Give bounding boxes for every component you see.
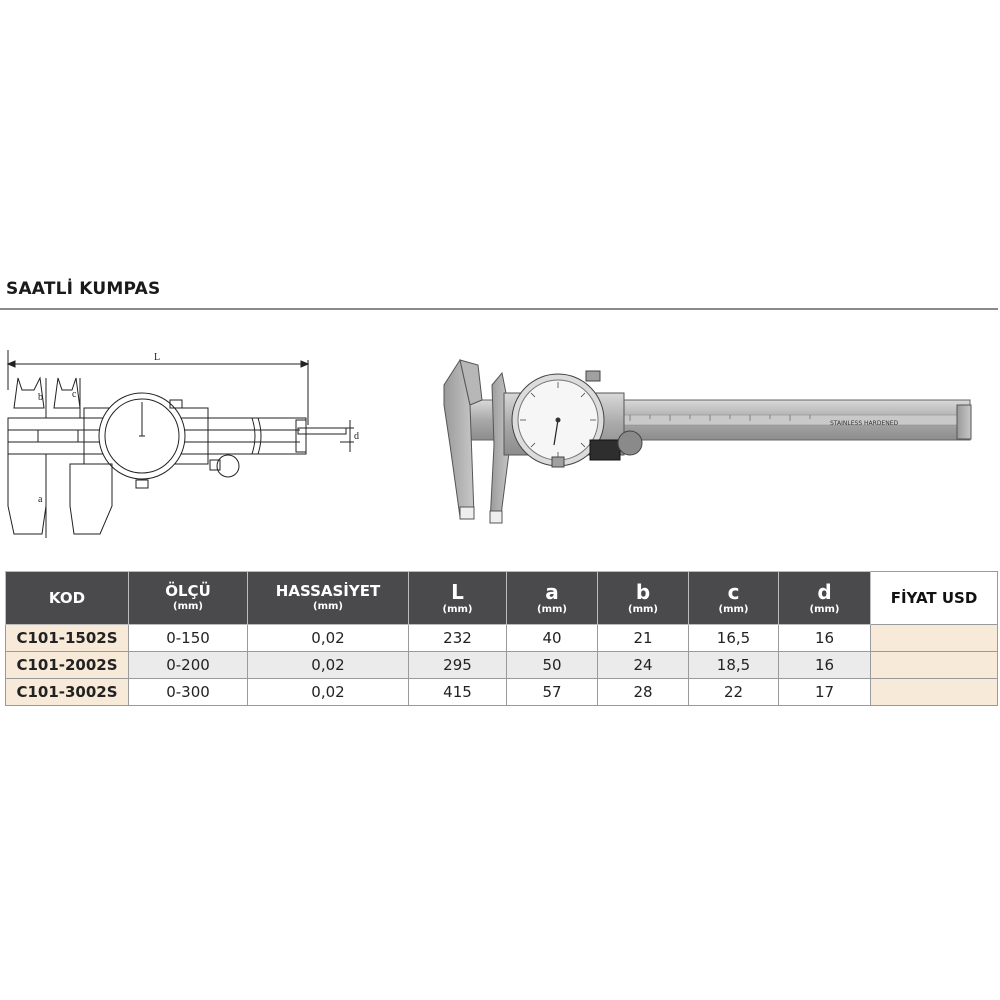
cell-kod: C101-3002S (6, 679, 129, 706)
scale-marking: STAINLESS HARDENED (830, 420, 899, 427)
header-olcu: ÖLÇÜ (mm) (129, 572, 248, 625)
cell-L: 232 (409, 625, 507, 652)
cell-d: 17 (779, 679, 871, 706)
cell-c: 18,5 (689, 652, 779, 679)
title-divider (0, 308, 998, 310)
page-title: SAATLİ KUMPAS (6, 279, 161, 299)
cell-L: 295 (409, 652, 507, 679)
header-b: b (mm) (598, 572, 689, 625)
header-L: L (mm) (409, 572, 507, 625)
cell-kod: C101-2002S (6, 652, 129, 679)
caliper-technical-drawing (0, 330, 370, 550)
cell-a: 57 (507, 679, 598, 706)
cell-b: 21 (598, 625, 689, 652)
cell-d: 16 (779, 652, 871, 679)
cell-b: 24 (598, 652, 689, 679)
cell-a: 50 (507, 652, 598, 679)
header-a: a (mm) (507, 572, 598, 625)
dim-label-b: b (38, 392, 43, 403)
table-row (6, 679, 998, 706)
cell-kod: C101-1502S (6, 625, 129, 652)
dim-label-L: L (154, 352, 161, 363)
cell-hassasiyet: 0,02 (248, 679, 409, 706)
table-row (6, 625, 998, 652)
caliper-product-image (430, 345, 1000, 535)
header-kod: KOD (6, 572, 129, 625)
cell-a: 40 (507, 625, 598, 652)
dim-label-a: a (38, 494, 43, 505)
cell-olcu: 0-200 (129, 652, 248, 679)
dim-label-c: c (72, 389, 77, 400)
dim-label-d: d (354, 431, 359, 442)
cell-c: 16,5 (689, 625, 779, 652)
cell-fiyat (871, 679, 998, 706)
cell-olcu: 0-150 (129, 625, 248, 652)
cell-hassasiyet: 0,02 (248, 625, 409, 652)
cell-fiyat (871, 652, 998, 679)
cell-olcu: 0-300 (129, 679, 248, 706)
header-hassasiyet: HASSASİYET (mm) (248, 572, 409, 625)
cell-b: 28 (598, 679, 689, 706)
cell-hassasiyet: 0,02 (248, 652, 409, 679)
header-d: d (mm) (779, 572, 871, 625)
cell-c: 22 (689, 679, 779, 706)
table-row (6, 652, 998, 679)
header-fiyat-usd: FİYAT USD (871, 572, 998, 625)
table-header-row (6, 572, 998, 625)
cell-L: 415 (409, 679, 507, 706)
header-c: c (mm) (689, 572, 779, 625)
cell-d: 16 (779, 625, 871, 652)
specification-table (5, 571, 998, 706)
cell-fiyat (871, 625, 998, 652)
